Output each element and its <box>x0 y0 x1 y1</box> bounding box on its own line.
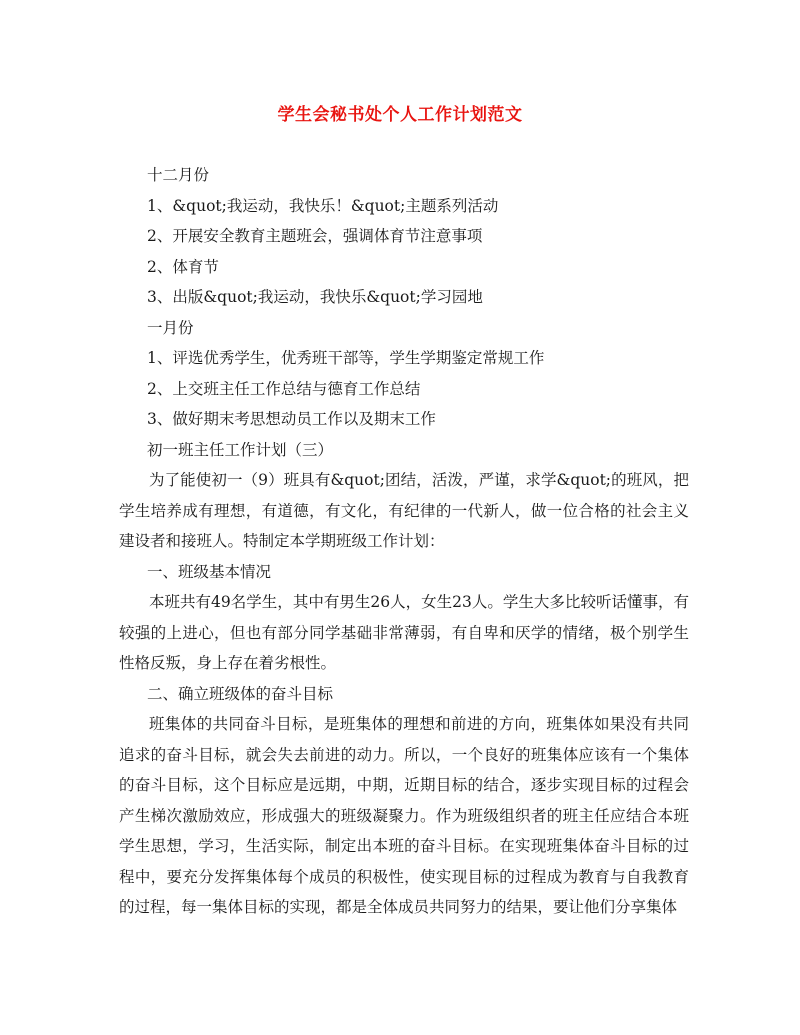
month-heading-january: 一月份 <box>147 318 194 337</box>
plan-item: 1、&quot;我运动，我快乐！&quot;主题系列活动 <box>147 196 499 215</box>
plan-item: 2、开展安全教育主题班会，强调体育节注意事项 <box>147 227 483 245</box>
section-heading-class-info: 一、班级基本情况 <box>147 562 272 581</box>
section-heading-class-goals: 二、确立班级体的奋斗目标 <box>147 684 334 703</box>
subtitle-heading: 初一班主任工作计划（三） <box>147 440 334 459</box>
plan-item: 3、出版&quot;我运动，我快乐&quot;学习园地 <box>147 288 483 306</box>
plan-item: 2、上交班主任工作总结与德育工作总结 <box>147 379 421 398</box>
plan-item: 2、体育节 <box>147 257 219 276</box>
month-heading-december: 十二月份 <box>147 166 210 184</box>
plan-item: 3、做好期末考思想动员工作以及期末工作 <box>147 410 436 428</box>
intro-paragraph: 为了能使初一（9）班具有&quot;团结，活泼，严谨，求学&quot;的班风，把学生培养成有理想，有道德，有文化，有纪律的一代新人，做一位合格的社会主义建设者和接班人。特制定本学期班级工作计划： <box>119 471 689 550</box>
document-title: 学生会秘书处个人工作计划范文 <box>277 105 523 125</box>
class-goals-paragraph: 班集体的共同奋斗目标，是班集体的理想和前进的方向，班集体如果没有共同追求的奋斗目标，就会失去前进的动力。所以，一个良好的班集体应该有一个集体的奋斗目标，这个目标应是远期，中期，近期目标的结合，逐步实现目标的过程会产生梯次激励效应，形成强大的班级凝聚力。作为班级组织者的班主任应结合本班学生思想，学习，生活实际，制定出本班的奋斗目标。在实现班集体奋斗目标的过程中，要充分发挥集体每个成员的积极性，使实现目标的过程成为教育与自我教育的过程，每一集体目标的实现，都是全体成员共同努力的结果，要让他们分享集体 <box>119 715 689 916</box>
document-body <box>119 160 689 923</box>
plan-item: 1、评选优秀学生，优秀班干部等，学生学期鉴定常规工作 <box>147 349 545 367</box>
class-info-paragraph: 本班共有49名学生，其中有男生26人，女生23人。学生大多比较听话懂事，有较强的上进心，但也有部分同学基础非常薄弱，有自卑和厌学的情绪，极个别学生性格反叛，身上存在着劣根性。 <box>119 593 689 672</box>
